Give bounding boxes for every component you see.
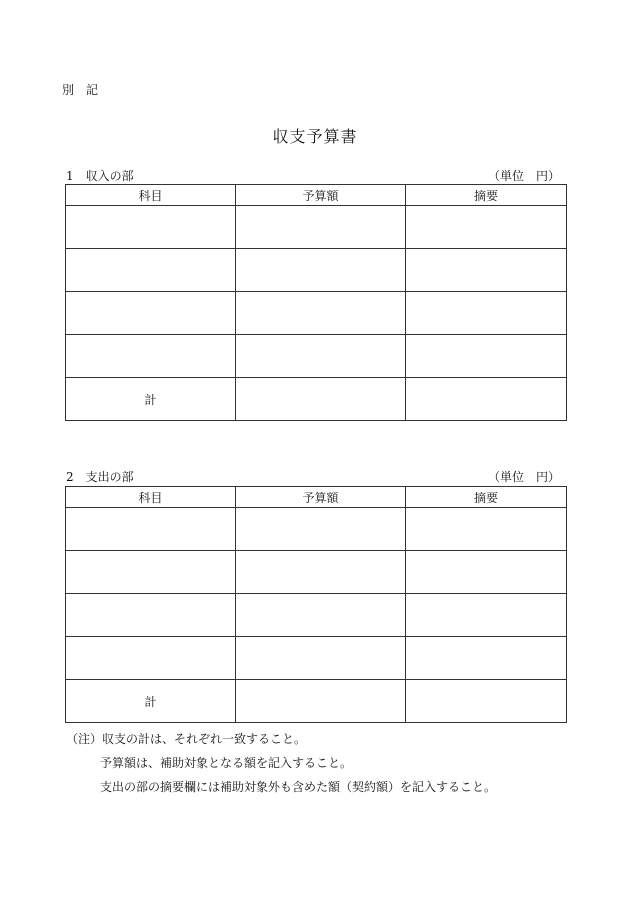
expense-item-cell[interactable]	[66, 594, 236, 637]
income-remarks-cell[interactable]	[406, 249, 567, 292]
income-section-header	[66, 167, 566, 183]
expense-total-budget-cell[interactable]	[236, 680, 406, 723]
income-item-cell[interactable]	[66, 335, 236, 378]
expense-col-remarks: 摘要	[406, 487, 567, 508]
expense-total-remarks-cell[interactable]	[406, 680, 567, 723]
expense-table	[65, 486, 567, 723]
expense-unit-label: （単位 円）	[487, 470, 560, 484]
income-col-remarks: 摘要	[406, 185, 567, 206]
income-item-cell[interactable]	[66, 292, 236, 335]
income-header-row	[66, 185, 567, 206]
income-total-remarks-cell[interactable]	[406, 378, 567, 421]
income-budget-cell[interactable]	[236, 292, 406, 335]
expense-section-header	[66, 468, 566, 484]
income-section-title: 1 収入の部	[66, 169, 134, 183]
note-line-3: 支出の部の摘要欄には補助対象外も含めた額（契約額）を記入すること。	[100, 780, 497, 794]
expense-item-cell[interactable]	[66, 508, 236, 551]
expense-header-row	[66, 487, 567, 508]
expense-budget-cell[interactable]	[236, 551, 406, 594]
table-row	[66, 292, 567, 335]
income-remarks-cell[interactable]	[406, 206, 567, 249]
table-row	[66, 551, 567, 594]
expense-col-budget: 予算額	[236, 487, 406, 508]
notes-prefix: （注）	[66, 732, 103, 746]
expense-col-item: 科目	[66, 487, 236, 508]
attachment-label: 別 記	[62, 83, 99, 97]
expense-remarks-cell[interactable]	[406, 508, 567, 551]
note-line-1	[66, 727, 496, 751]
income-item-cell[interactable]	[66, 206, 236, 249]
table-row	[66, 335, 567, 378]
expense-total-label: 計	[66, 680, 236, 723]
income-budget-cell[interactable]	[236, 249, 406, 292]
income-budget-cell[interactable]	[236, 335, 406, 378]
expense-remarks-cell[interactable]	[406, 551, 567, 594]
income-remarks-cell[interactable]	[406, 292, 567, 335]
table-row	[66, 508, 567, 551]
expense-remarks-cell[interactable]	[406, 594, 567, 637]
expense-budget-cell[interactable]	[236, 594, 406, 637]
income-col-item: 科目	[66, 185, 236, 206]
table-row	[66, 249, 567, 292]
income-budget-cell[interactable]	[236, 206, 406, 249]
table-row	[66, 206, 567, 249]
expense-item-cell[interactable]	[66, 637, 236, 680]
income-total-budget-cell[interactable]	[236, 378, 406, 421]
document-title: 収支予算書	[272, 127, 358, 146]
expense-remarks-cell[interactable]	[406, 637, 567, 680]
expense-section-title: 2 支出の部	[66, 470, 134, 484]
income-item-cell[interactable]	[66, 249, 236, 292]
income-total-row	[66, 378, 567, 421]
note-line-2: 予算額は、補助対象となる額を記入すること。	[100, 756, 353, 770]
income-col-budget: 予算額	[236, 185, 406, 206]
table-row	[66, 594, 567, 637]
notes-block	[66, 727, 496, 799]
income-total-label: 計	[66, 378, 236, 421]
income-table	[65, 184, 567, 421]
income-unit-label: （単位 円）	[487, 169, 560, 183]
expense-budget-cell[interactable]	[236, 508, 406, 551]
expense-budget-cell[interactable]	[236, 637, 406, 680]
expense-item-cell[interactable]	[66, 551, 236, 594]
income-remarks-cell[interactable]	[406, 335, 567, 378]
note-text-1: 収支の計は、それぞれ一致すること。	[102, 732, 307, 746]
table-row	[66, 637, 567, 680]
expense-total-row	[66, 680, 567, 723]
